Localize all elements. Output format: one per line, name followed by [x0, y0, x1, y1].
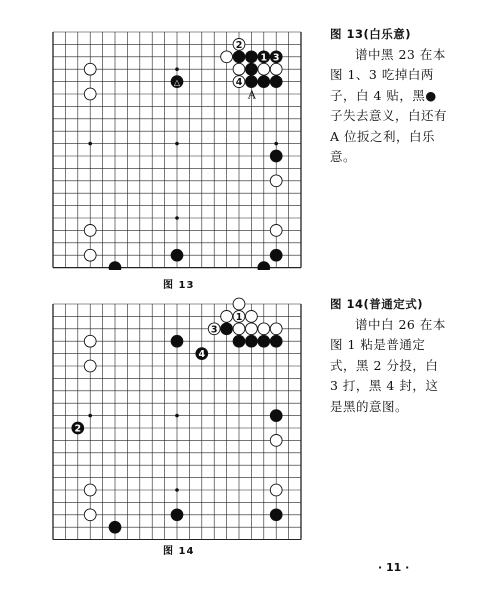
star-point	[175, 488, 179, 492]
white-stone	[258, 63, 270, 75]
white-stone	[258, 323, 270, 335]
board-13-svg	[47, 18, 312, 270]
white-stone	[84, 88, 96, 100]
point-a-label: A	[247, 88, 256, 102]
white-stone	[246, 311, 258, 323]
figure-13-commentary	[330, 24, 448, 168]
white-stone	[233, 63, 245, 75]
figure-14-body: 谱中白 26 在本图 1 粘是普通定式，黑 2 分投，白 3 打，黑 4 封，这是黑的意图。	[330, 316, 446, 414]
black-stone	[270, 509, 282, 521]
black-stone	[270, 150, 282, 162]
figure-14-title: 图 14(普通定式)	[330, 297, 424, 311]
star-point	[175, 216, 179, 220]
black-stone	[270, 249, 282, 261]
stone-number: 4	[235, 77, 243, 89]
black-stone	[246, 335, 258, 347]
white-stone	[84, 249, 96, 261]
black-stone	[233, 51, 245, 63]
black-stone	[171, 249, 183, 261]
stone-number: 1	[260, 52, 268, 64]
black-stone	[221, 323, 233, 335]
page-number: · 11 ·	[378, 561, 410, 574]
white-stone	[84, 360, 96, 372]
figure-13-body: 谱中黑 23 在本图 1、3 吃掉白两子，白 4 贴，黑●子失去意义，白还有 A 位扳之利，白乐意。	[330, 46, 448, 164]
black-stone	[258, 262, 270, 270]
black-stone	[246, 76, 258, 88]
black-stone	[109, 521, 121, 533]
white-stone	[221, 311, 233, 323]
white-stone	[270, 435, 282, 447]
stone-number: 2	[235, 40, 243, 51]
black-stone	[171, 509, 183, 521]
figure-13-caption: 图 13	[163, 280, 195, 291]
board-14-svg	[47, 290, 312, 540]
black-stone	[270, 335, 282, 347]
white-stone	[270, 484, 282, 496]
stone-number: 2	[74, 423, 82, 435]
white-stone	[84, 225, 96, 237]
star-point	[88, 414, 92, 418]
white-stone	[246, 323, 258, 335]
black-stone	[246, 63, 258, 75]
white-stone	[270, 323, 282, 335]
white-stone	[270, 63, 282, 75]
stone-number: 1	[235, 312, 243, 323]
white-stone	[84, 63, 96, 75]
black-stone	[258, 335, 270, 347]
stone-number: 3	[210, 324, 218, 336]
figure-13-title: 图 13(白乐意)	[330, 27, 412, 41]
white-stone	[84, 484, 96, 496]
black-stone	[233, 335, 245, 347]
go-board-figure-14	[47, 290, 312, 540]
black-stone	[246, 51, 258, 63]
white-stone	[233, 298, 245, 310]
stone-number: 3	[272, 52, 280, 64]
star-point	[88, 142, 92, 146]
star-point	[175, 142, 179, 146]
white-stone	[270, 225, 282, 237]
black-stone	[270, 76, 282, 88]
black-stone	[109, 262, 121, 270]
black-stone	[270, 410, 282, 422]
star-point	[175, 67, 179, 71]
black-stone	[171, 335, 183, 347]
figure-14-commentary	[330, 294, 448, 417]
figure-14-caption: 图 14	[163, 546, 195, 557]
white-stone	[221, 51, 233, 63]
stone-number: 4	[198, 349, 206, 361]
black-stone	[258, 76, 270, 88]
star-point	[175, 414, 179, 418]
go-board-figure-13	[47, 18, 312, 270]
white-stone	[233, 323, 245, 335]
white-stone	[84, 509, 96, 521]
white-stone	[270, 175, 282, 187]
star-point	[274, 142, 278, 146]
stone-number: △	[173, 77, 181, 87]
white-stone	[84, 335, 96, 347]
